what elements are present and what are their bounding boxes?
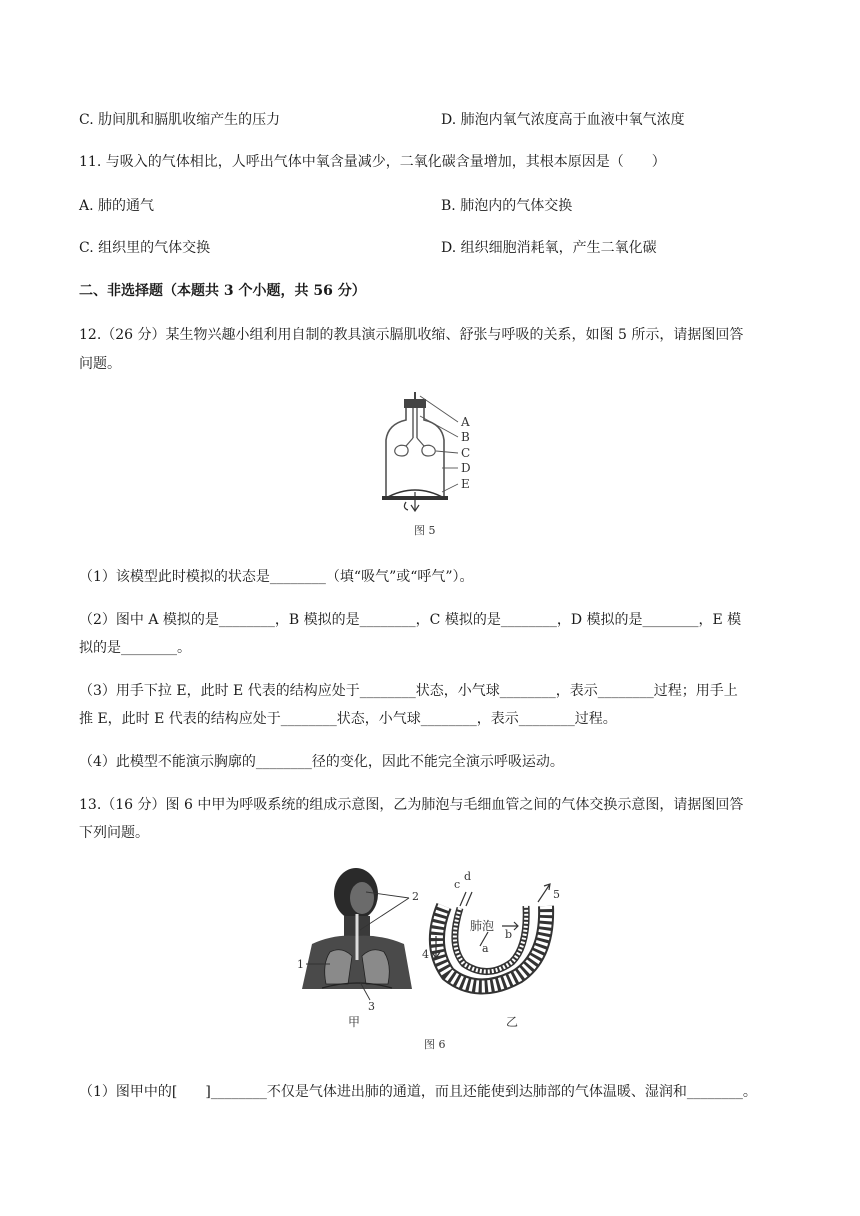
figure-5-label-d: D xyxy=(461,461,471,475)
jar-stopper xyxy=(404,399,426,408)
figure-5-label-a: A xyxy=(461,415,470,429)
figure-6-jia-label-1: 1 xyxy=(297,958,304,971)
figure-5-label-b: B xyxy=(461,430,470,444)
q11-option-c: C. 组织里的气体交换 xyxy=(79,240,211,256)
balloon-left xyxy=(395,445,408,456)
q12-sub1: （1）该模型此时模拟的状态是________（填“吸气”或“呼气”）。 xyxy=(79,569,474,585)
nasal-cavity-shading xyxy=(350,882,374,914)
leader-line-b xyxy=(420,416,458,437)
balloon-right xyxy=(422,445,435,456)
figure-6-respiratory-system-diagram xyxy=(294,864,429,1029)
q12-sub2-line1: （2）图中 A 模拟的是________，B 模拟的是________，C 模拟的是________，D 模拟的是________，E 模 xyxy=(79,612,742,628)
bronchus-left xyxy=(406,438,413,446)
right-lung xyxy=(362,950,389,984)
q12-sub3-line1: （3）用手下拉 E，此时 E 代表的结构应处于________状态，小气球________，表示________过程；用手上 xyxy=(79,683,738,699)
figure-6-yi-label-4: 4 xyxy=(422,948,429,961)
figure-6-yi-label-b: b xyxy=(505,928,513,941)
figure-6-yi-label-a: a xyxy=(482,942,489,955)
leader-line-a xyxy=(420,396,458,422)
figure-5-bell-jar-diagram xyxy=(380,392,490,512)
figure-5-label-c: C xyxy=(461,446,471,460)
figure-6-caption: 图 6 xyxy=(424,1038,446,1051)
q11-option-d: D. 组织细胞消耗氧，产生二氧化碳 xyxy=(441,240,657,256)
left-lung xyxy=(325,950,352,984)
figure-6-yi-caption: 乙 xyxy=(506,1015,519,1029)
q13-stem-line1: 13.（16 分）图 6 中甲为呼吸系统的组成示意图，乙为肺泡与毛细血管之间的气体交换示意图，请据图回答 xyxy=(79,797,744,813)
figure-6-yi-label-5: 5 xyxy=(553,888,560,901)
figure-6-jia-label-3: 3 xyxy=(368,1000,375,1013)
q11-option-a: A. 肺的通气 xyxy=(79,198,155,214)
hand-icon xyxy=(404,502,408,510)
q10-option-d: D. 肺泡内氧气浓度高于血液中氧气浓度 xyxy=(441,112,685,128)
q13-stem-line2: 下列问题。 xyxy=(79,825,149,841)
figure-6-yi-label-d: d xyxy=(464,870,472,883)
q12-sub4: （4）此模型不能演示胸廓的________径的变化，因此不能完全演示呼吸运动。 xyxy=(79,754,564,770)
q13-sub1: （1）图甲中的[ ]________不仅是气体进出肺的通道，而且还能使到达肺部的气体温暖、湿润和________。 xyxy=(79,1084,757,1100)
figure-6-jia-label-2: 2 xyxy=(412,890,419,903)
alveolus-wall xyxy=(455,906,526,972)
q11-option-b: B. 肺泡内的气体交换 xyxy=(441,198,573,214)
q12-stem-line1: 12.（26 分）某生物兴趣小组利用自制的教具演示膈肌收缩、舒张与呼吸的关系，如图 5 所示，请据图回答 xyxy=(79,327,744,343)
q11-stem: 11. 与吸入的气体相比，人呼出气体中氧含量减少，二氧化碳含量增加，其根本原因是（ ） xyxy=(79,154,666,170)
figure-5-caption: 图 5 xyxy=(414,524,436,537)
q12-sub2-line2: 拟的是________。 xyxy=(79,640,191,656)
arrow-d xyxy=(466,892,472,906)
section-heading: 二、非选择题（本题共 3 个小题，共 56 分） xyxy=(79,283,366,299)
leader-line-c xyxy=(436,451,458,453)
q12-sub3-line2: 推 E，此时 E 代表的结构应处于________状态，小气球________，表示________过程。 xyxy=(79,711,617,727)
q10-option-c: C. 肋间肌和膈肌收缩产生的压力 xyxy=(79,112,281,128)
q12-stem-line2: 问题。 xyxy=(79,356,121,372)
figure-6-yi-label-c: c xyxy=(454,878,461,891)
arrow-c xyxy=(460,892,466,906)
figure-6-yi-label-alveolus: 肺泡 xyxy=(470,919,495,933)
arrow-5 xyxy=(538,884,550,902)
bronchus-right xyxy=(417,438,424,446)
figure-6-jia-caption: 甲 xyxy=(348,1015,361,1029)
figure-6-alveolus-capillary-diagram xyxy=(418,866,568,1029)
figure-5-label-e: E xyxy=(461,477,470,491)
